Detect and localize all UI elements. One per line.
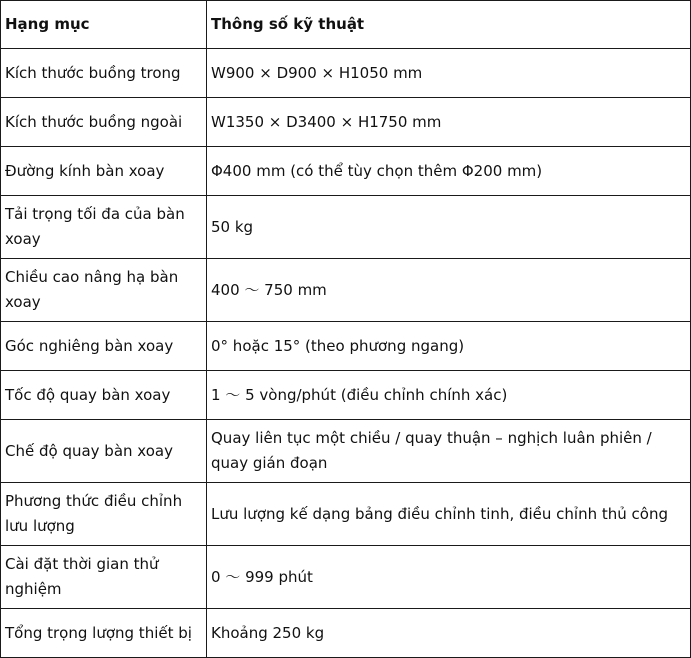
row-label: Tổng trọng lượng thiết bị [1, 609, 207, 658]
table-row [1, 49, 691, 98]
table-row [1, 259, 691, 322]
row-value: 0° hoặc 15° (theo phương ngang) [207, 322, 691, 371]
table-row [1, 546, 691, 609]
table-row [1, 371, 691, 420]
row-label: Kích thước buồng ngoài [1, 98, 207, 147]
table-row [1, 609, 691, 658]
table-row [1, 420, 691, 483]
table-row [1, 98, 691, 147]
table-header-row [1, 1, 691, 49]
header-cell-spec: Thông số kỹ thuật [207, 1, 691, 49]
row-value: 0 ～ 999 phút [207, 546, 691, 609]
table-row [1, 322, 691, 371]
table-row [1, 196, 691, 259]
row-label: Tốc độ quay bàn xoay [1, 371, 207, 420]
row-value: 400 ～ 750 mm [207, 259, 691, 322]
table-row [1, 483, 691, 546]
row-value: 50 kg [207, 196, 691, 259]
row-value: W900 × D900 × H1050 mm [207, 49, 691, 98]
table-row [1, 147, 691, 196]
row-value: W1350 × D3400 × H1750 mm [207, 98, 691, 147]
row-label: Chiều cao nâng hạ bàn xoay [1, 259, 207, 322]
row-label: Kích thước buồng trong [1, 49, 207, 98]
row-label: Đường kính bàn xoay [1, 147, 207, 196]
row-value: 1 ～ 5 vòng/phút (điều chỉnh chính xác) [207, 371, 691, 420]
row-value: Khoảng 250 kg [207, 609, 691, 658]
row-value: Φ400 mm (có thể tùy chọn thêm Φ200 mm) [207, 147, 691, 196]
row-value: Lưu lượng kế dạng bảng điều chỉnh tinh, điều chỉnh thủ công [207, 483, 691, 546]
row-label: Phương thức điều chỉnh lưu lượng [1, 483, 207, 546]
row-label: Cài đặt thời gian thử nghiệm [1, 546, 207, 609]
row-label: Chế độ quay bàn xoay [1, 420, 207, 483]
row-label: Tải trọng tối đa của bàn xoay [1, 196, 207, 259]
header-cell-item: Hạng mục [1, 1, 207, 49]
row-value: Quay liên tục một chiều / quay thuận – nghịch luân phiên / quay gián đoạn [207, 420, 691, 483]
row-label: Góc nghiêng bàn xoay [1, 322, 207, 371]
